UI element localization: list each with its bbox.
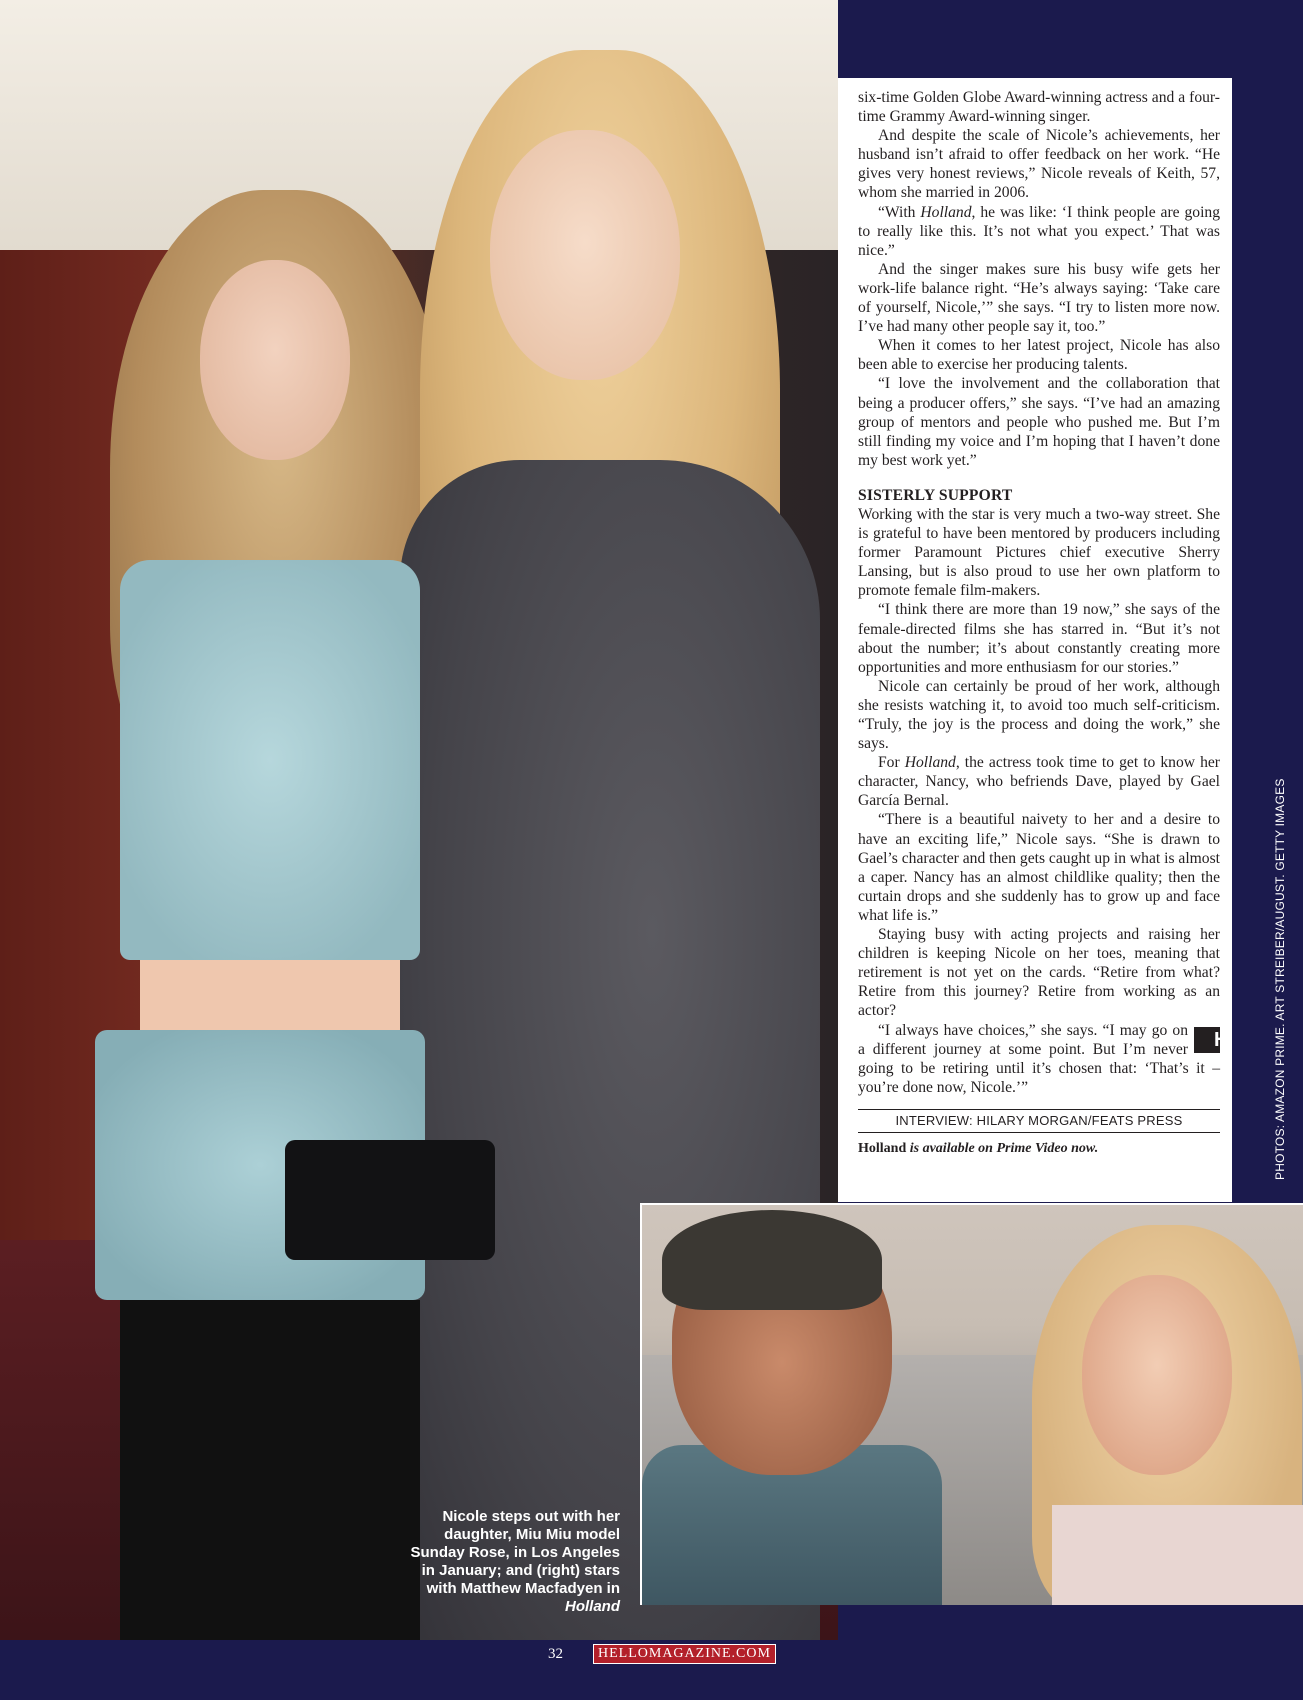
article-body-bottom — [858, 505, 1220, 1021]
inset-photo — [640, 1203, 1303, 1605]
photo-caption: Nicole steps out with her daughter, Miu Miu model Sunday Rose, in Los Angeles in January; and (right) stars with Matthew Macfadyen in Holland — [410, 1508, 620, 1615]
bottom-paragraph: Staying busy with acting projects and raising her children is keeping Nicole on her toes, meaning that retirement is not yet on the cards. “Retire from what? Retire from this journey? Retire from working as an actor? — [858, 926, 1220, 1020]
top-paragraph: When it comes to her latest project, Nicole has also been able to exercise her producing talents. — [858, 337, 1220, 374]
end-mark-icon: H — [1194, 1027, 1220, 1053]
article-body-top — [858, 88, 1220, 470]
interview-credit: INTERVIEW: HILARY MORGAN/FEATS PRESS — [858, 1109, 1220, 1133]
site-url[interactable]: HELLOMAGAZINE.COM — [593, 1644, 776, 1664]
bottom-paragraph: “There is a beautiful naivety to her and a desire to have an exciting life,” Nicole says. “She is drawn to Gael’s character and then gets caught up in what is almost a caper. Nancy has an almost childlike quality; then the curtain drops and she suddenly has to grow up and face what life is.” — [858, 811, 1221, 924]
top-paragraph: And the singer makes sure his busy wife gets her work-life balance right. “He’s always saying: ‘Take care of yourself, Nicole,’” she says. “I try to listen more now. I’ve had many other people say it, too.” — [858, 260, 1220, 336]
article-paragraph-last: H “I always have choices,” she says. “I may go on a different journey at some point. But I’m never going to be retiring until it’s chosen that: ‘That’s it – you’re done now, Nicole.’” — [858, 1021, 1229, 1096]
top-paragraph: six-time Golden Globe Award-winning actress and a four-time Grammy Award-winning singer. — [858, 89, 1220, 126]
top-paragraph: “I love the involvement and the collaboration that being a producer offers,” she says. “I’ve had an amazing group of mentors and people who pushed me. But I’m still finding my voice and I’m hoping that I haven’t done my best work yet.” — [858, 375, 1220, 469]
bottom-paragraph: Nicole can certainly be proud of her work, although she resists watching it, to avoid too much self-criticism. “Truly, the joy is the process and doing the work,” she says. — [858, 677, 1220, 753]
top-paragraph: And despite the scale of Nicole’s achievements, her husband isn’t afraid to offer feedback on her work. “He gives very honest reviews,” Nicole reveals of Keith, 57, whom she married in 2006. — [858, 127, 1220, 202]
bottom-paragraph: Working with the star is very much a two-way street. She is grateful to have been mentored by producers including former Paramount Pictures chief executive Sherry Lansing, but is also proud to use her own platform to promote female film-makers. — [858, 505, 1220, 600]
subheading: SISTERLY SUPPORT — [858, 486, 1013, 504]
photo-credit: PHOTOS: AMAZON PRIME. ART STREIBER/AUGUST. GETTY IMAGES — [1273, 778, 1287, 1180]
page-number: 32 — [548, 1646, 563, 1662]
article-column — [838, 78, 1232, 1202]
top-paragraph: “With Holland, he was like: ‘I think people are going to really like this. It’s not what you expect.’ That was nice.” — [858, 203, 1221, 259]
availability-note: Holland is available on Prime Video now. — [858, 1140, 1099, 1156]
bottom-paragraph: For Holland, the actress took time to get to know her character, Nancy, who befriends Dave, played by Gael García Bernal. — [858, 754, 1220, 810]
bottom-paragraph: “I think there are more than 19 now,” she says of the female-directed films she has starred in. “But it’s not about the number; it’s about constantly creating more opportunities and more enthusiasm for our stories.” — [858, 601, 1220, 676]
